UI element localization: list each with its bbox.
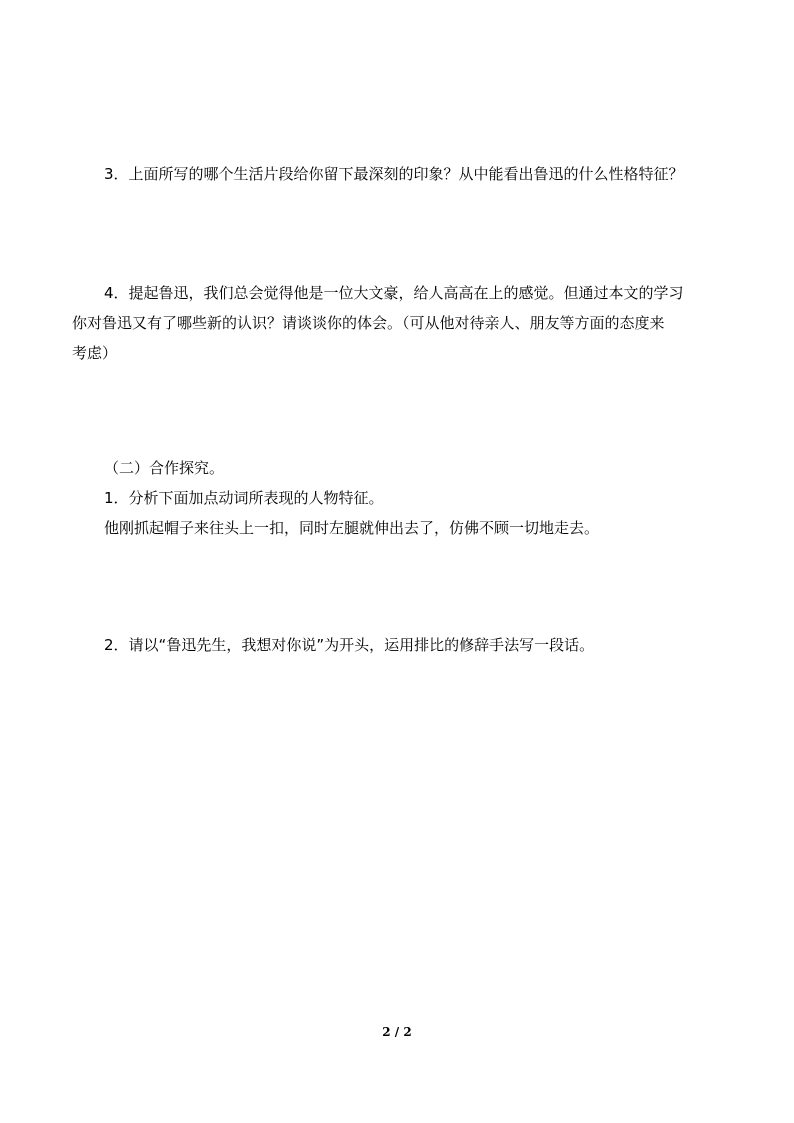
question-3-text: 3．上面所写的哪个生活片段给你留下最深刻的印象？从中能看出鲁迅的什么性格特征？: [104, 165, 684, 183]
page-number: 2 / 2: [382, 1025, 412, 1039]
section-2-heading: （二）合作探究。: [104, 459, 225, 477]
question-4-line-3: 考虑）: [72, 344, 118, 362]
section-2-question-2-text: 2．请以“鲁迅先生，我想对你说”为开头，运用排比的修辞手法写一段话。: [104, 636, 595, 654]
question-4-line-1: 4．提起鲁迅，我们总会觉得他是一位大文豪，给人高高在上的感觉。但通过本文的学习: [104, 284, 684, 302]
question-4-line-2: 你对鲁迅又有了哪些新的认识？请谈谈你的体会。（可从他对待亲人、朋友等方面的态度来: [72, 314, 665, 332]
section-2-question-1-sentence: 他刚抓起帽子来往头上一扣，同时左腿就伸出去了，仿佛不顾一切地走去。: [104, 519, 600, 537]
section-2-question-1-label: 1．分析下面加点动词所表现的人物特征。: [104, 489, 384, 507]
